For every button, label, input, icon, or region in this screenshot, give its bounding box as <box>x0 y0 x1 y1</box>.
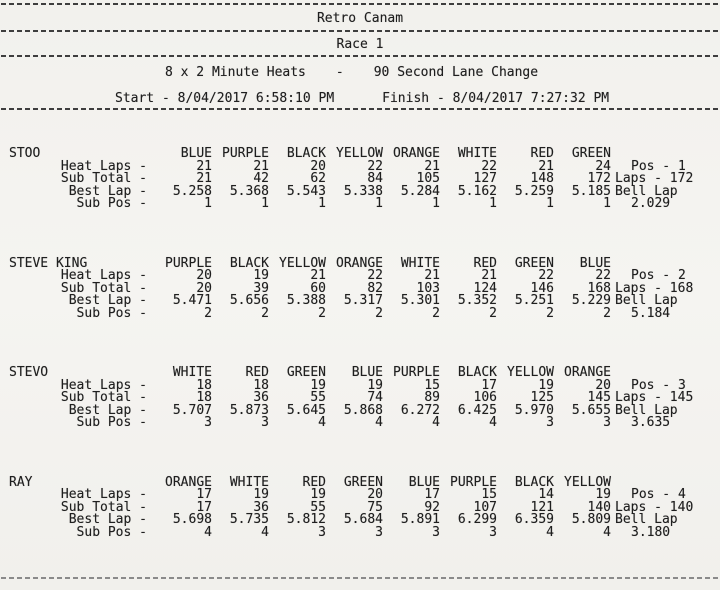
heat-laps-value: 21 <box>538 158 554 174</box>
lane-color-header: PURPLE <box>165 255 212 271</box>
row-label-sub-total: Sub Total - <box>60 280 147 296</box>
heat-laps-value: 21 <box>196 158 212 174</box>
sub-total-value: 17 <box>196 499 212 515</box>
sub-pos-row <box>0 524 720 540</box>
best-lap-value: 5.543 <box>286 183 326 199</box>
lane-color-header: BLACK <box>514 474 554 490</box>
lane-color-header: BLACK <box>286 146 326 161</box>
start-time: Start - 8/04/2017 6:58:10 PM <box>115 91 335 106</box>
sub-total-value: 146 <box>530 280 554 296</box>
sub-total-value: 92 <box>424 499 440 515</box>
sub-pos-row <box>0 417 720 430</box>
sub-pos-value: 3 <box>204 415 212 430</box>
sub-pos-value: 3 <box>603 415 611 430</box>
sub-total-value: 105 <box>416 171 440 186</box>
row-label-sub-pos: Sub Pos - <box>76 415 147 430</box>
sub-total-value: 18 <box>196 390 212 405</box>
heat-laps-value: 19 <box>310 377 326 393</box>
sub-pos-value: 2 <box>603 305 611 321</box>
position-label: Pos - 3 <box>631 377 686 393</box>
bell-lap-value: 2.029 <box>631 196 671 211</box>
heat-laps-value: 22 <box>595 268 611 283</box>
bell-lap-label: Bell Lap <box>615 512 678 527</box>
best-lap-value: 5.645 <box>286 402 326 418</box>
row-label-heat-laps: Heat Laps - <box>60 158 147 174</box>
sub-pos-value: 3 <box>318 524 326 540</box>
total-laps-label: Laps - 168 <box>615 280 694 296</box>
best-lap-value: 5.684 <box>343 512 383 527</box>
sub-pos-value: 1 <box>318 196 326 211</box>
lane-color-header: RED <box>245 365 269 380</box>
sub-total-value: 106 <box>473 390 497 405</box>
best-lap-value: 5.251 <box>514 293 554 308</box>
best-lap-value: 5.162 <box>457 183 497 199</box>
divider-line <box>1 577 719 579</box>
row-label-heat-laps: Heat Laps - <box>60 487 147 502</box>
sub-pos-value: 4 <box>204 524 212 540</box>
heat-laps-value: 22 <box>367 268 383 283</box>
best-lap-value: 5.656 <box>229 293 269 308</box>
best-lap-value: 6.272 <box>400 402 440 418</box>
best-lap-value: 5.185 <box>571 183 611 199</box>
heat-laps-value: 19 <box>595 487 611 502</box>
lane-color-header: RED <box>530 146 554 161</box>
sub-pos-value: 1 <box>489 196 497 211</box>
sub-pos-value: 2 <box>261 305 269 321</box>
sub-pos-value: 2 <box>318 305 326 321</box>
race-times-line <box>0 92 720 105</box>
format-separator: - <box>335 65 344 80</box>
best-lap-value: 6.359 <box>514 512 554 527</box>
sub-pos-value: 1 <box>603 196 611 211</box>
sub-total-value: 21 <box>196 171 212 186</box>
lane-color-header: RED <box>473 255 497 271</box>
sub-total-value: 62 <box>310 171 326 186</box>
sub-pos-value: 4 <box>261 524 269 540</box>
best-lap-value: 5.809 <box>571 512 611 527</box>
sub-total-value: 172 <box>587 171 611 186</box>
bell-lap-value: 5.184 <box>631 305 671 321</box>
heat-laps-value: 17 <box>481 377 497 393</box>
row-label-best-lap: Best Lap - <box>68 512 147 527</box>
heat-laps-value: 19 <box>538 377 554 393</box>
sub-total-value: 55 <box>310 390 326 405</box>
lane-color-header: GREEN <box>571 146 611 161</box>
sub-pos-row <box>0 305 720 321</box>
lane-color-header: RED <box>302 474 326 490</box>
sub-total-value: 124 <box>473 280 497 296</box>
bell-lap-label: Bell Lap <box>615 183 678 199</box>
driver-name: RAY <box>9 474 33 490</box>
best-lap-value: 5.707 <box>172 402 212 418</box>
lane-color-header: YELLOW <box>279 255 326 271</box>
row-label-sub-total: Sub Total - <box>60 390 147 405</box>
best-lap-value: 5.655 <box>571 402 611 418</box>
sub-pos-value: 4 <box>489 415 497 430</box>
lane-color-header: BLUE <box>180 146 212 161</box>
heat-laps-value: 22 <box>481 158 497 174</box>
sub-total-value: 168 <box>587 280 611 296</box>
heat-laps-value: 15 <box>481 487 497 502</box>
row-label-best-lap: Best Lap - <box>68 293 147 308</box>
sub-pos-value: 2 <box>489 305 497 321</box>
best-lap-value: 5.471 <box>172 293 212 308</box>
best-lap-value: 5.388 <box>286 293 326 308</box>
lane-color-header: BLUE <box>579 255 611 271</box>
best-lap-value: 5.812 <box>286 512 326 527</box>
sub-total-value: 36 <box>253 390 269 405</box>
driver-results <box>0 148 720 539</box>
lane-color-header: PURPLE <box>450 474 497 490</box>
best-lap-value: 6.425 <box>457 402 497 418</box>
sub-total-value: 145 <box>587 390 611 405</box>
lane-color-header: GREEN <box>343 474 383 490</box>
lane-color-header: ORANGE <box>393 146 440 161</box>
lane-color-header: BLACK <box>457 365 497 380</box>
heat-laps-value: 20 <box>595 377 611 393</box>
sub-pos-value: 4 <box>546 524 554 540</box>
lane-color-header: BLUE <box>408 474 440 490</box>
row-label-sub-total: Sub Total - <box>60 171 147 186</box>
heat-laps-value: 21 <box>424 158 440 174</box>
sub-total-value: 60 <box>310 280 326 296</box>
lane-color-header: YELLOW <box>564 474 611 490</box>
best-lap-value: 5.698 <box>172 512 212 527</box>
sub-pos-value: 3 <box>261 415 269 430</box>
driver-name: STEVE KING <box>9 255 88 271</box>
total-laps-label: Laps - 140 <box>615 499 694 515</box>
bell-lap-value: 3.180 <box>631 524 671 540</box>
sub-total-value: 107 <box>473 499 497 515</box>
sub-pos-value: 3 <box>375 524 383 540</box>
divider-line <box>1 3 719 5</box>
heat-laps-value: 15 <box>424 377 440 393</box>
row-label-best-lap: Best Lap - <box>68 402 147 418</box>
best-lap-value: 5.259 <box>514 183 554 199</box>
lane-color-header: BLACK <box>229 255 269 271</box>
best-lap-value: 5.873 <box>229 402 269 418</box>
sub-total-value: 140 <box>587 499 611 515</box>
sub-pos-value: 1 <box>375 196 383 211</box>
lane-color-header: ORANGE <box>165 474 212 490</box>
lane-color-header: WHITE <box>400 255 440 271</box>
sub-total-value: 36 <box>253 499 269 515</box>
bell-lap-value: 3.635 <box>631 415 671 430</box>
total-laps-label: Laps - 145 <box>615 390 694 405</box>
driver-block <box>0 367 720 430</box>
bell-lap-label: Bell Lap <box>615 402 678 418</box>
sub-total-value: 55 <box>310 499 326 515</box>
heat-laps-value: 21 <box>424 268 440 283</box>
heat-format: 8 x 2 Minute Heats <box>165 65 306 80</box>
sub-total-value: 74 <box>367 390 383 405</box>
sub-pos-value: 3 <box>546 415 554 430</box>
position-label: Pos - 2 <box>631 268 686 283</box>
heat-laps-value: 22 <box>367 158 383 174</box>
lane-color-header: WHITE <box>172 365 212 380</box>
heat-laps-value: 19 <box>253 268 269 283</box>
heat-laps-value: 22 <box>538 268 554 283</box>
sub-total-value: 127 <box>473 171 497 186</box>
best-lap-value: 5.868 <box>343 402 383 418</box>
lane-color-header: WHITE <box>457 146 497 161</box>
sub-pos-value: 4 <box>603 524 611 540</box>
heat-laps-value: 18 <box>253 377 269 393</box>
sub-total-value: 121 <box>530 499 554 515</box>
row-label-sub-total: Sub Total - <box>60 499 147 515</box>
sub-pos-row <box>0 198 720 211</box>
sub-pos-value: 4 <box>375 415 383 430</box>
sub-total-value: 148 <box>530 171 554 186</box>
total-laps-label: Laps - 172 <box>615 171 694 186</box>
divider-line <box>1 108 719 110</box>
best-lap-value: 5.338 <box>343 183 383 199</box>
bell-lap-label: Bell Lap <box>615 293 678 308</box>
row-label-sub-pos: Sub Pos - <box>76 524 147 540</box>
best-lap-value: 5.352 <box>457 293 497 308</box>
sub-pos-value: 3 <box>432 524 440 540</box>
heat-laps-value: 17 <box>424 487 440 502</box>
position-label: Pos - 1 <box>631 158 686 174</box>
lane-color-header: WHITE <box>229 474 269 490</box>
lane-color-header: GREEN <box>514 255 554 271</box>
driver-block <box>0 255 720 321</box>
best-lap-value: 5.368 <box>229 183 269 199</box>
sub-total-value: 89 <box>424 390 440 405</box>
best-lap-value: 5.891 <box>400 512 440 527</box>
best-lap-value: 5.229 <box>571 293 611 308</box>
sub-total-value: 20 <box>196 280 212 296</box>
heat-laps-value: 14 <box>538 487 554 502</box>
position-label: Pos - 4 <box>631 487 686 502</box>
best-lap-value: 5.301 <box>400 293 440 308</box>
driver-name: STOO <box>9 146 41 161</box>
heat-laps-value: 20 <box>196 268 212 283</box>
heat-laps-value: 24 <box>595 158 611 174</box>
heat-laps-value: 19 <box>367 377 383 393</box>
sub-pos-value: 1 <box>204 196 212 211</box>
sub-pos-value: 4 <box>432 415 440 430</box>
divider-line <box>1 55 719 57</box>
heat-laps-value: 19 <box>310 487 326 502</box>
row-label-best-lap: Best Lap - <box>68 183 147 199</box>
heat-laps-value: 21 <box>310 268 326 283</box>
best-lap-value: 5.970 <box>514 402 554 418</box>
sub-total-value: 84 <box>367 171 383 186</box>
row-label-heat-laps: Heat Laps - <box>60 268 147 283</box>
lane-color-header: ORANGE <box>336 255 383 271</box>
sub-pos-value: 1 <box>432 196 440 211</box>
driver-block <box>0 474 720 540</box>
sub-total-value: 42 <box>253 171 269 186</box>
sub-pos-value: 2 <box>204 305 212 321</box>
sub-pos-value: 2 <box>432 305 440 321</box>
race-format-line <box>0 66 720 79</box>
lane-change-info: 90 Second Lane Change <box>373 65 539 80</box>
lane-color-header: BLUE <box>351 365 383 380</box>
sub-pos-value: 4 <box>318 415 326 430</box>
sub-total-value: 125 <box>530 390 554 405</box>
best-lap-value: 6.299 <box>457 512 497 527</box>
heat-laps-value: 21 <box>481 268 497 283</box>
sub-total-value: 103 <box>416 280 440 296</box>
best-lap-value: 5.735 <box>229 512 269 527</box>
row-label-sub-pos: Sub Pos - <box>76 305 147 321</box>
heat-laps-value: 17 <box>196 487 212 502</box>
lane-color-header: PURPLE <box>222 146 269 161</box>
lane-color-header: GREEN <box>286 365 326 380</box>
heat-laps-value: 21 <box>253 158 269 174</box>
lane-color-header: PURPLE <box>393 365 440 380</box>
sub-total-value: 82 <box>367 280 383 296</box>
best-lap-value: 5.258 <box>172 183 212 199</box>
sub-total-value: 75 <box>367 499 383 515</box>
sub-pos-value: 1 <box>546 196 554 211</box>
driver-name: STEVO <box>9 365 49 380</box>
best-lap-value: 5.317 <box>343 293 383 308</box>
heat-laps-value: 19 <box>253 487 269 502</box>
row-label-sub-pos: Sub Pos - <box>76 196 147 211</box>
heat-laps-value: 20 <box>367 487 383 502</box>
row-label-heat-laps: Heat Laps - <box>60 377 147 393</box>
lane-color-header: YELLOW <box>507 365 554 380</box>
event-title: Retro Canam <box>316 11 404 26</box>
sub-pos-value: 2 <box>546 305 554 321</box>
driver-block <box>0 148 720 211</box>
sub-pos-value: 1 <box>261 196 269 211</box>
sub-total-value: 39 <box>253 280 269 296</box>
heat-laps-value: 20 <box>310 158 326 174</box>
race-title: Race 1 <box>336 37 384 52</box>
lane-color-header: ORANGE <box>564 365 611 380</box>
finish-time: Finish - 8/04/2017 7:27:32 PM <box>382 91 610 106</box>
heat-laps-value: 18 <box>196 377 212 393</box>
best-lap-value: 5.284 <box>400 183 440 199</box>
lane-color-header: YELLOW <box>336 146 383 161</box>
sub-pos-value: 2 <box>375 305 383 321</box>
divider-line <box>1 30 719 32</box>
sub-pos-value: 3 <box>489 524 497 540</box>
